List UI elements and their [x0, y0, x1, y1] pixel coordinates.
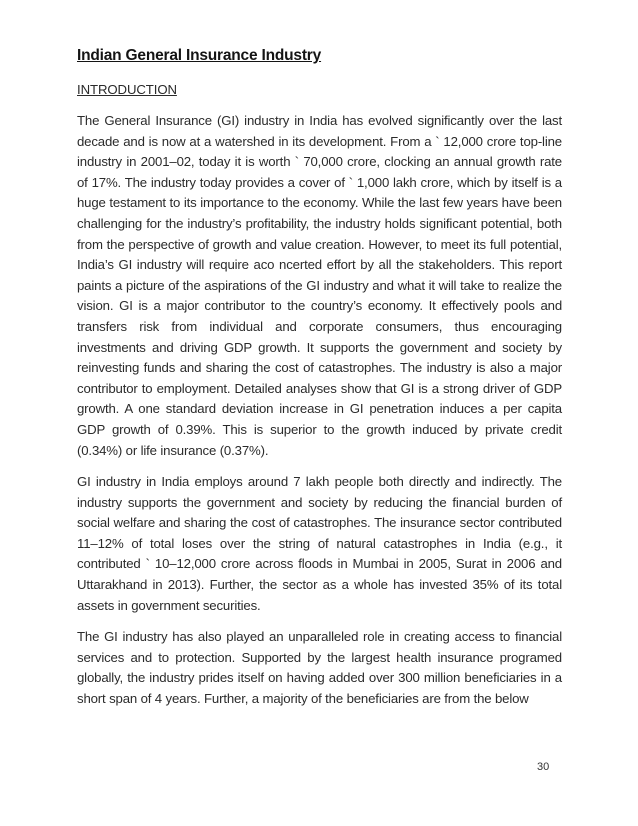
- paragraph-introduction: The General Insurance (GI) industry in India has evolved significantly over the last decade and is now at a watershed in its development. From a ` 12,000 crore top-line industry in 2001–02, today it is worth ` 70,000 crore, clocking an annual growth rate of 17%. The industry today provides a cover of ` 1,000 lakh crore, which by itself is a huge testament to its importance to the economy. While the last few years have been challenging for the industry’s profitability, the industry holds significant potential, both from the perspective of growth and value creation. However, to meet its full potential, India’s GI industry will require aco ncerted effort by all the stakeholders. This report paints a picture of the aspirations of the GI industry and what it will take to realize the vision. GI is a major contributor to the country’s economy. It effectively pools and transfers risk from individual and corporate consumers, thus encouraging investments and driving GDP growth. It supports the government and society by reinvesting funds and sharing the cost of catastrophes. The industry is also a major contributor to employment. Detailed analyses show that GI is a strong driver of GDP growth. A one standard deviation increase in GI penetration induces a per capita GDP growth of 0.39%. This is superior to the growth induced by private credit (0.34%) or life insurance (0.37%).: [77, 113, 562, 458]
- page-content: [77, 46, 562, 710]
- page-number: 30: [537, 761, 550, 773]
- paragraph-employment: GI industry in India employs around 7 lakh people both directly and indirectly. The industry supports the government and society by reducing the financial burden of social welfare and sharing the cost of catastrophes. The insurance sector contributed 11–12% of total loses over the string of natural catastrophes in India (e.g., it contributed ` 10–12,000 crore across floods in Mumbai in 2005, Surat in 2006 and Uttarakhand in 2013). Further, the sector as a whole has invested 35% of its total assets in government securities.: [77, 474, 562, 613]
- document-title: Indian General Insurance Industry: [77, 47, 322, 64]
- paragraph-financial-access: The GI industry has also played an unparalleled role in creating access to financial services and to protection. Supported by the largest health insurance programed globally, the industry prides itself on having added over 300 million beneficiaries in a short span of 4 years. Further, a majority of the beneficiaries are from the below: [77, 629, 562, 707]
- section-heading: INTRODUCTION: [77, 82, 177, 97]
